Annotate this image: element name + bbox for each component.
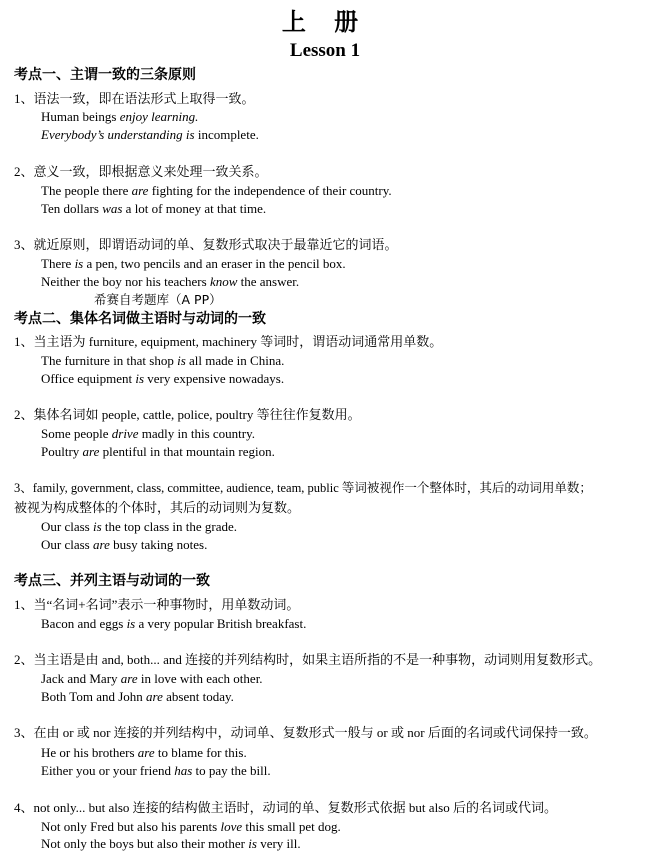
verb-highlight: is: [177, 353, 186, 368]
rule-text: 3、在由 or 或 nor 连接的并列结构中，动词单、复数形式一般与 or 或 nor 后面的名词或代词保持一致。: [14, 725, 597, 740]
example-sentence: Not only the boys but also their mother is very ill.: [41, 836, 301, 851]
lesson-heading: Lesson 1: [289, 40, 361, 61]
rule-text: 1、当主语为 furniture, equipment, machinery 等词时，谓语动词通常用单数。: [14, 334, 443, 349]
example-sentence: Office equipment is very expensive nowadays.: [41, 371, 285, 386]
example-sentence: Our class are busy taking notes.: [41, 537, 208, 552]
example-sentence: Neither the boy nor his teachers know the answer.: [41, 274, 300, 289]
rule-text: 3、就近原则，即谓语动词的单、复数形式取决于最靠近它的词语。: [14, 237, 398, 252]
rule-text: 2、集体名词如 people, cattle, police, poultry 等往往作复数用。: [14, 407, 361, 422]
example-sentence: Bacon and eggs is a very popular British breakfast.: [41, 616, 307, 631]
verb-highlight: is: [135, 371, 145, 386]
verb-highlight: are: [131, 183, 149, 198]
section-heading: 考点三、并列主语与动词的一致: [14, 574, 210, 589]
verb-highlight: are: [120, 671, 138, 686]
example-sentence: Ten dollars was a lot of money at that time.: [41, 201, 267, 216]
example-sentence: Some people drive madly in this country.: [41, 426, 255, 441]
example-sentence: The people there are fighting for the independence of their country.: [41, 183, 392, 198]
verb-highlight: is: [93, 519, 102, 534]
example-sentence: Not only Fred but also his parents love this small pet dog.: [41, 819, 341, 834]
verb-highlight: know: [209, 274, 238, 289]
verb-highlight: enjoy learning.: [119, 109, 199, 124]
example-sentence: Our class is the top class in the grade.: [41, 519, 238, 534]
section-heading: 考点一、主谓一致的三条原则: [14, 68, 196, 83]
verb-highlight: are: [93, 537, 110, 552]
example-sentence: The furniture in that shop is all made in China.: [41, 353, 285, 368]
verb-highlight: is: [126, 616, 136, 631]
verb-highlight: love: [220, 819, 243, 834]
example-sentence: Jack and Mary are in love with each other.: [41, 671, 263, 686]
rule-text-continued: 被视为构成整体的个体时，其后的动词则为复数。: [14, 500, 301, 515]
example-sentence: There is a pen, two pencils and an eraser in the pencil box.: [41, 256, 346, 271]
verb-highlight: are: [82, 444, 100, 459]
verb-highlight: drive: [111, 426, 139, 441]
rule-text: 3、family, government, class, committee, audience, team, public 等词被视作一个整体时，其后的动词用单数；: [14, 481, 592, 495]
rule-text: 2、当主语是由 and, both... and 连接的并列结构时，如果主语所指的不是一种事物，动词则用复数形式。: [14, 652, 602, 667]
example-sentence: Both Tom and John are absent today.: [41, 689, 234, 704]
verb-highlight: is: [248, 836, 257, 851]
example-sentence: Human beings enjoy learning.: [41, 109, 199, 124]
rule-text: 2、意义一致，即根据意义来处理一致关系。: [14, 164, 268, 179]
verb-highlight: has: [174, 763, 193, 778]
rule-text: 1、语法一致，即在语法形式上取得一致。: [14, 91, 255, 106]
example-sentence: Poultry are plentiful in that mountain region.: [41, 444, 275, 459]
verb-highlight: are: [137, 745, 155, 760]
page-title: 上 册: [281, 8, 369, 36]
rule-text: 1、当“名词+名词”表示一种事物时，用单数动词。: [14, 597, 300, 612]
verb-highlight: Everybody’s understanding is: [41, 127, 195, 142]
section-heading: 考点二、集体名词做主语时与动词的一致: [14, 312, 266, 327]
verb-highlight: are: [146, 689, 163, 704]
verb-highlight: is: [74, 256, 84, 271]
example-sentence: Everybody’s understanding is incomplete.: [41, 127, 259, 142]
rule-text: 4、not only... but also 连接的结构做主语时，动词的单、复数形式依据 but also 后的名词或代词。: [14, 800, 557, 815]
example-sentence: He or his brothers are to blame for this.: [41, 745, 247, 760]
verb-highlight: was: [102, 201, 123, 216]
app-watermark: 希赛自考题库（A PP）: [94, 292, 222, 307]
example-sentence: Either you or your friend has to pay the bill.: [41, 763, 271, 778]
